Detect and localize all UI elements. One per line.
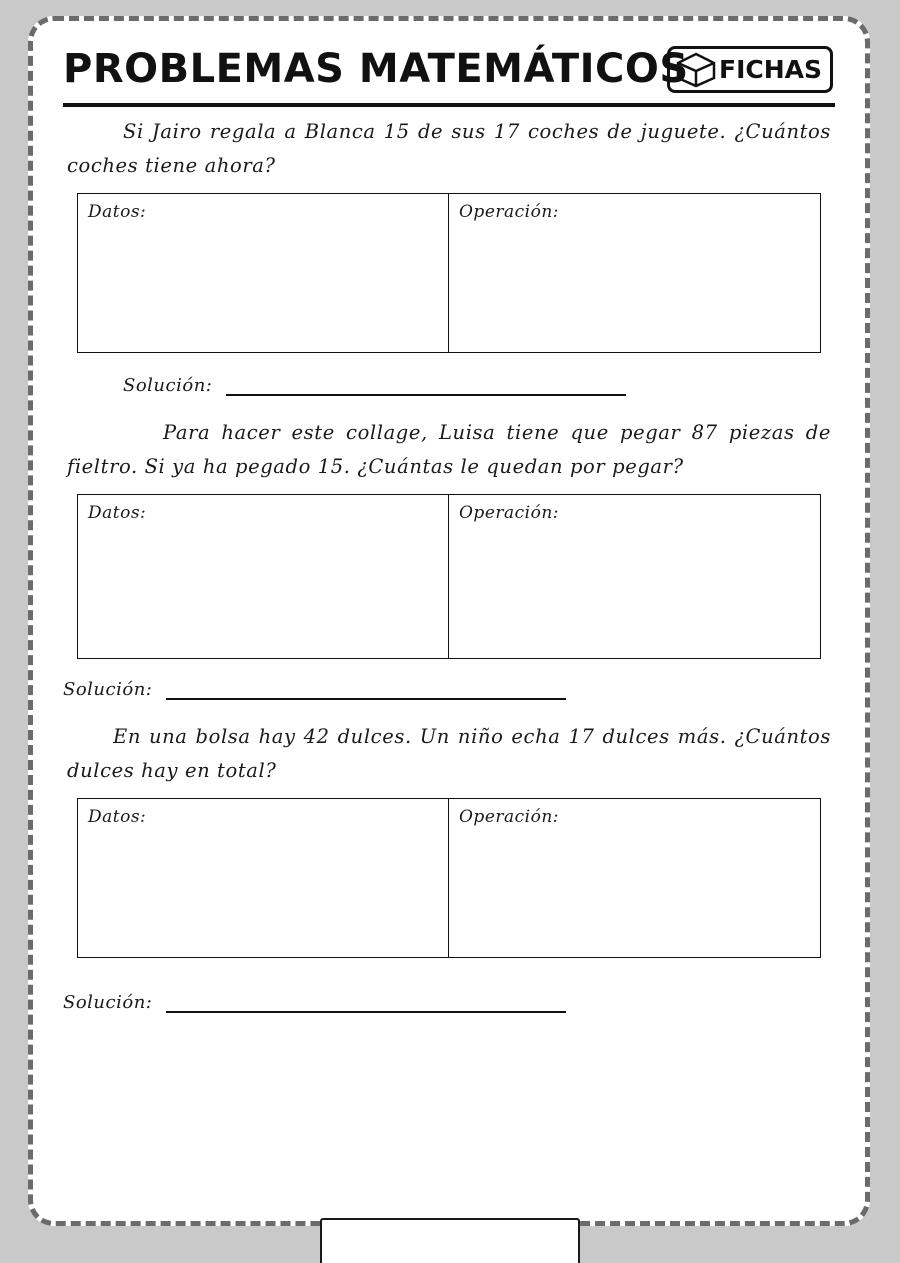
datos-cell-2[interactable]	[78, 495, 449, 658]
problem-text-3: En una bolsa hay 42 dulces. Un niño echa 17 dulces más. ¿Cuántos dulces hay en total?	[67, 725, 831, 782]
page-title: PROBLEMAS MATEMÁTICOS	[63, 46, 689, 92]
solution-row-2	[63, 679, 821, 700]
work-box-3	[77, 798, 821, 958]
datos-label: Datos:	[88, 503, 147, 523]
datos-cell-1[interactable]	[78, 194, 449, 352]
problem-text-2: Para hacer este collage, Luisa tiene que pegar 87 piezas de fieltro. Si ya ha pegado 15. ¿Cuántas le quedan por pegar?	[67, 421, 831, 478]
solution-row-3	[63, 992, 821, 1013]
solucion-label: Solución:	[123, 375, 213, 396]
bottom-tab	[320, 1218, 580, 1263]
operacion-label: Operación:	[459, 202, 560, 222]
operacion-cell-1[interactable]	[449, 194, 820, 352]
operacion-label: Operación:	[459, 807, 560, 827]
operacion-cell-2[interactable]	[449, 495, 820, 658]
solution-input-1[interactable]	[226, 378, 626, 396]
logo-text: FICHAS	[719, 55, 823, 84]
solucion-label: Solución:	[63, 679, 153, 700]
worksheet-content	[63, 41, 835, 1201]
work-box-1	[77, 193, 821, 353]
solution-input-3[interactable]	[166, 995, 566, 1013]
worksheet-page	[28, 16, 870, 1226]
datos-label: Datos:	[88, 807, 147, 827]
solucion-label: Solución:	[63, 992, 153, 1013]
problem-text-1: Si Jairo regala a Blanca 15 de sus 17 coches de juguete. ¿Cuántos coches tiene ahora?	[67, 120, 831, 177]
datos-cell-3[interactable]	[78, 799, 449, 957]
fichas-logo	[667, 46, 833, 93]
worksheet-header	[63, 41, 835, 107]
operacion-cell-3[interactable]	[449, 799, 820, 957]
work-box-2	[77, 494, 821, 659]
operacion-label: Operación:	[459, 503, 560, 523]
solution-row-1	[123, 375, 821, 396]
solution-input-2[interactable]	[166, 682, 566, 700]
datos-label: Datos:	[88, 202, 147, 222]
cube-icon	[675, 51, 717, 89]
